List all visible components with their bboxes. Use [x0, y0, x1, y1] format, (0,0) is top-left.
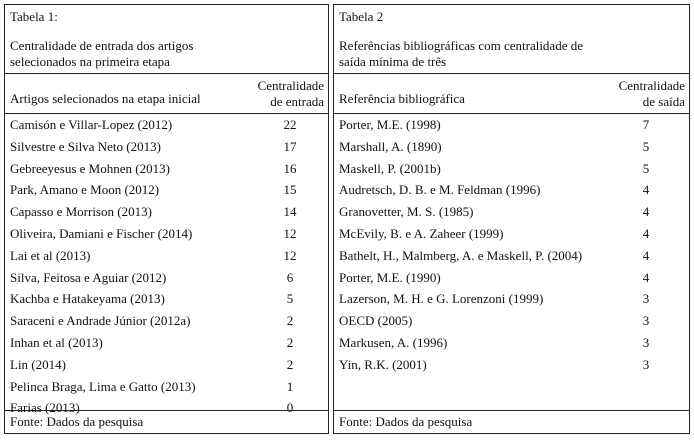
table-row — [5, 310, 328, 332]
table-1-description: Centralidade de entrada dos artigos selecionados na primeira etapa — [10, 38, 194, 69]
table-2-body — [334, 114, 689, 376]
row-label: Camisón e Villar-Lopez (2012) — [10, 117, 173, 132]
row-value: 4 — [642, 225, 650, 241]
row-value: 1 — [286, 378, 294, 394]
table-1-col-value-header: Centralidade de entrada — [257, 78, 324, 109]
table-1-body — [5, 114, 328, 419]
table-row — [5, 288, 328, 310]
table-2-col-label-header: Referência bibliográfica — [339, 91, 465, 106]
table-row — [334, 310, 689, 332]
row-value: 3 — [642, 291, 650, 307]
table-row — [334, 354, 689, 376]
table-row — [5, 201, 328, 223]
row-label: Pelinca Braga, Lima e Gatto (2013) — [10, 378, 196, 394]
table-row — [334, 136, 689, 158]
table-row — [334, 201, 689, 223]
row-label: Lai et al (2013) — [10, 247, 91, 263]
row-label: Porter, M.E. (1998) — [339, 117, 441, 132]
row-value: 2 — [286, 334, 294, 350]
table-row — [5, 114, 328, 136]
row-label: Audretsch, D. B. e M. Feldman (1996) — [339, 182, 541, 198]
row-label: Bathelt, H., Malmberg, A. e Maskell, P. (2004) — [339, 247, 583, 263]
table-row — [5, 376, 328, 398]
row-value: 3 — [642, 334, 650, 350]
row-value: 2 — [286, 356, 294, 372]
row-value: 4 — [642, 269, 650, 285]
row-label: Saraceni e Andrade Júnior (2012a) — [10, 313, 191, 329]
table-row — [5, 354, 328, 376]
table-2-header — [334, 74, 689, 114]
row-value: 5 — [642, 138, 650, 154]
table-1-caption — [5, 5, 328, 74]
table-2-description: Referências bibliográficas com centralidade de saída mínima de três — [339, 38, 583, 69]
table-row — [334, 114, 689, 136]
row-label: Gebreeyesus e Mohnen (2013) — [10, 160, 170, 176]
table-2-caption — [334, 5, 689, 74]
row-value: 16 — [283, 160, 297, 176]
row-label: Marshall, A. (1890) — [339, 138, 442, 154]
table-2-col-value-header: Centralidade de saída — [618, 78, 685, 109]
row-value: 22 — [283, 117, 297, 132]
row-value: 4 — [642, 247, 650, 263]
row-label: Farias (2013) — [10, 400, 80, 416]
table-row — [334, 245, 689, 267]
table-1 — [4, 4, 329, 434]
row-value: 3 — [642, 356, 650, 372]
row-value: 4 — [642, 204, 650, 220]
row-value: 6 — [286, 269, 294, 285]
row-label: Maskell, P. (2001b) — [339, 160, 441, 176]
row-label: Park, Amano e Moon (2012) — [10, 182, 160, 198]
table-row — [334, 288, 689, 310]
row-label: OECD (2005) — [339, 313, 413, 329]
row-value: 15 — [283, 182, 297, 198]
table-row — [5, 332, 328, 354]
row-label: Capasso e Morrison (2013) — [10, 204, 152, 220]
table-2-source: Fonte: Dados da pesquisa — [334, 410, 689, 433]
table-1-col-label-header: Artigos selecionados na etapa inicial — [10, 91, 201, 106]
table-row — [334, 179, 689, 201]
table-row — [5, 158, 328, 180]
row-value: 2 — [286, 313, 294, 329]
table-2 — [333, 4, 690, 434]
table-1-title: Tabela 1: — [10, 9, 58, 24]
row-value: 5 — [286, 291, 294, 307]
row-label: Lin (2014) — [10, 356, 66, 372]
row-label: Yin, R.K. (2001) — [339, 356, 427, 372]
table-2-title: Tabela 2 — [339, 9, 384, 24]
row-label: Silvestre e Silva Neto (2013) — [10, 138, 161, 154]
row-value: 3 — [642, 313, 650, 329]
table-1-source: Fonte: Dados da pesquisa — [5, 410, 328, 433]
table-1-header — [5, 74, 328, 114]
row-label: McEvily, B. e A. Zaheer (1999) — [339, 225, 504, 241]
row-value: 0 — [286, 400, 294, 416]
table-row — [5, 136, 328, 158]
row-label: Porter, M.E. (1990) — [339, 269, 441, 285]
row-label: Lazerson, M. H. e G. Lorenzoni (1999) — [339, 291, 544, 307]
row-label: Granovetter, M. S. (1985) — [339, 204, 474, 220]
table-row — [5, 179, 328, 201]
table-row — [334, 332, 689, 354]
table-row — [334, 223, 689, 245]
row-value: 7 — [642, 117, 650, 132]
row-value: 12 — [283, 247, 297, 263]
table-row — [5, 245, 328, 267]
row-value: 5 — [642, 160, 650, 176]
table-row — [5, 223, 328, 245]
row-value: 17 — [283, 138, 297, 154]
table-row — [334, 158, 689, 180]
row-value: 4 — [642, 182, 650, 198]
row-label: Inhan et al (2013) — [10, 334, 103, 350]
row-label: Markusen, A. (1996) — [339, 334, 448, 350]
row-value: 14 — [283, 204, 297, 220]
row-label: Oliveira, Damiani e Fischer (2014) — [10, 225, 193, 241]
row-label: Silva, Feitosa e Aguiar (2012) — [10, 269, 167, 285]
table-row — [334, 267, 689, 289]
row-label: Kachba e Hatakeyama (2013) — [10, 291, 165, 307]
table-row — [5, 267, 328, 289]
row-value: 12 — [283, 225, 297, 241]
